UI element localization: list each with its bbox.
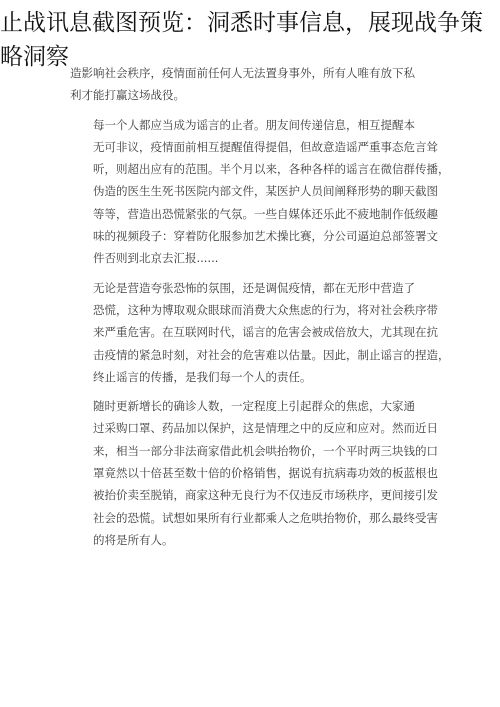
text-line: 件否则到北京去汇报......: [93, 251, 219, 266]
text-line: 击疫情的紧急时刻，对社会的危害难以估量。因此，制止谣言的捏造，: [93, 347, 450, 362]
text-line: 来严重危害。在互联网时代，谣言的危害会被成倍放大，尤其现在抗: [93, 325, 438, 340]
text-line: 罩竟然以十倍甚至数十倍的价格销售，据说有抗病毒功效的板蓝根也: [93, 466, 438, 481]
article-body: [70, 62, 450, 558]
article-paragraph: [70, 114, 450, 270]
text-line: 来，相当一部分非法商家借此机会哄抬物价，一个平时两三块钱的口: [93, 443, 438, 458]
text-line: 无可非议，疫情面前相互提醒值得提倡，但故意造谣严重事态危言耸: [93, 139, 438, 154]
article-paragraph: [70, 277, 450, 388]
text-line: 等等，营造出恐慌紧张的气氛。一些自媒体还乐此不疲地制作低级趣: [93, 206, 438, 221]
text-line: 造影响社会秩序，疫情面前任何人无法置身事外，所有人唯有放下私: [70, 66, 415, 80]
text-line: 伪造的医生生死书医院内部文件，某医护人员间阐释形势的聊天截图: [93, 184, 438, 199]
text-line: 无论是营造夸张恐怖的氛围，还是调侃疫情，都在无形中营造了: [93, 280, 415, 295]
text-line: 的将是所有人。: [93, 532, 174, 547]
text-line: 利才能打赢这场战役。: [70, 88, 185, 103]
text-line: 被抬价卖至脱销，商家这种无良行为不仅违反市场秩序，更间接引发: [93, 488, 438, 503]
text-line: 社会的恐慌。试想如果所有行业都乘人之危哄抬物价，那么最终受害: [93, 510, 438, 525]
article-paragraph: [70, 395, 438, 551]
text-line: 恐慌，这种为博取观众眼球而消费大众焦虑的行为，将对社会秩序带: [93, 302, 438, 317]
page-title: 止战讯息截图预览：洞悉时事信息，展现战争策略洞察: [0, 10, 483, 70]
text-line: 过采购口罩、药品加以保护，这是情理之中的反应和应对。然而近日: [93, 421, 438, 436]
text-line: 每一个人都应当成为谣言的止者。朋友间传递信息，相互提醒本: [93, 117, 415, 132]
text-line: 随时更新增长的确诊人数，一定程度上引起群众的焦虑，大家通: [93, 399, 415, 414]
text-line: 味的视频段子：穿着防化服参加艺术操比赛，分公司逼迫总部签署文: [93, 229, 438, 244]
text-line: 听，则超出应有的范围。半个月以来，各种各样的谣言在微信群传播，: [93, 162, 450, 177]
text-line: 终止谣言的传播，是我们每一个人的责任。: [93, 369, 312, 384]
